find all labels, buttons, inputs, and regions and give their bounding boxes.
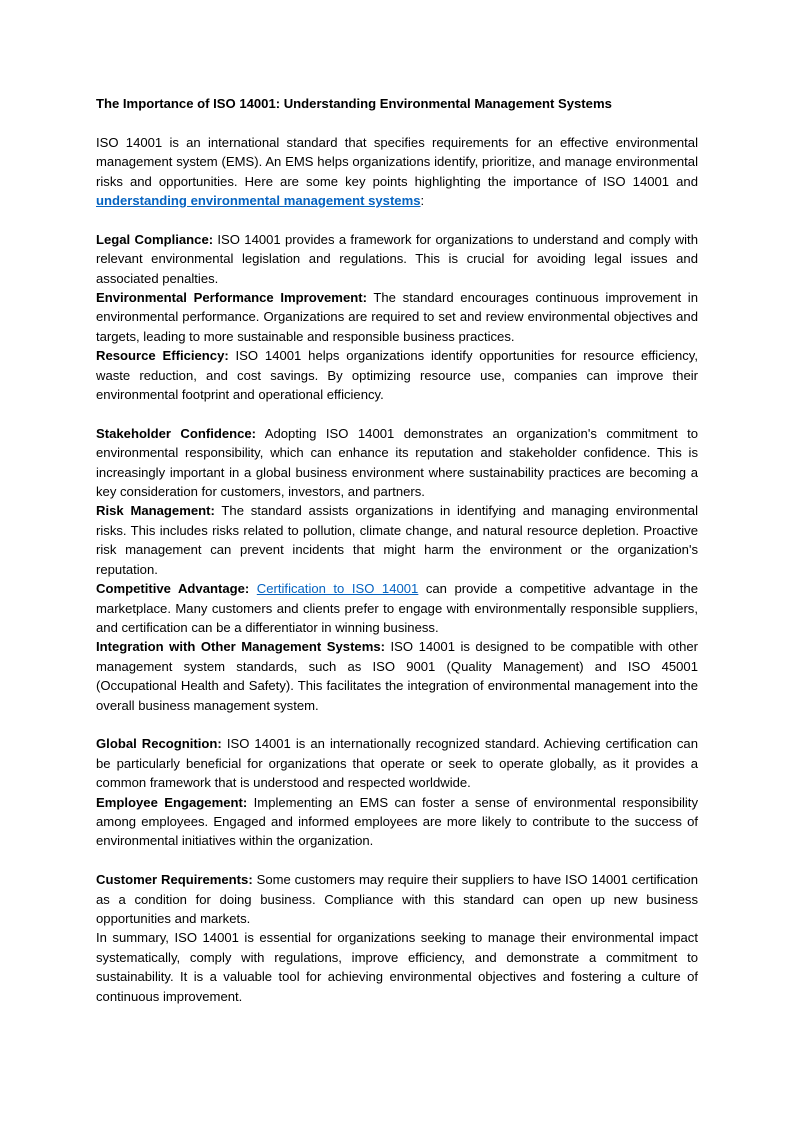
stakeholder-text: Adopting ISO 14001 demonstrates an organization's commitment to environmental responsibility, which can enhance its reputation and stakeholder confidence. This is increasingly important in a global business environment where sustainability practices are becoming a key consideration for customers, investors, and partners. — [96, 425, 698, 500]
certification-link[interactable]: Certification to ISO 14001 — [256, 581, 419, 597]
customer-requirements-label: Customer Requirements: — [96, 872, 253, 888]
customer-requirements-text: Some customers may require their suppliers to have ISO 14001 certification as a condition for doing business. Compliance with this standard can open up new business opportunities and markets. — [96, 872, 698, 926]
stakeholder-paragraph — [96, 424, 698, 502]
resource-efficiency-paragraph — [96, 346, 698, 404]
summary-paragraph: In summary, ISO 14001 is essential for organizations seeking to manage their environmental impact systematically, comply with regulations, improve efficiency, and demonstrate a commitment to sustainability. It is a valuable tool for achieving environmental objectives and fostering a culture of continuous improvement. — [96, 930, 698, 1004]
competitive-advantage-text: can provide a competitive advantage in the marketplace. Many customers and clients prefer to engage with environmentally responsible suppliers, and certification can be a differentiator in winning business. — [96, 581, 698, 635]
resource-efficiency-label: Resource Efficiency: — [96, 348, 229, 364]
integration-label: Integration with Other Management Systems: — [96, 639, 386, 655]
employee-engagement-text: Implementing an EMS can foster a sense of environmental responsibility among employees. Engaged and informed employees are more likely to contribute to the success of environmental initiatives within the organization. — [96, 794, 698, 849]
legal-compliance-text: ISO 14001 provides a framework for organizations to understand and comply with relevant environmental legislation and regulations. This is crucial for avoiding legal issues and associated penalties. — [96, 231, 698, 286]
spacer — [96, 210, 698, 229]
performance-label: Environmental Performance Improvement: — [96, 290, 367, 306]
legal-compliance-label: Legal Compliance: — [96, 231, 214, 247]
spacer — [96, 404, 698, 423]
risk-management-label: Risk Management: — [96, 503, 215, 519]
document-page — [96, 94, 698, 1006]
document-title: The Importance of ISO 14001: Understanding Environmental Management Systems — [96, 96, 612, 111]
competitive-advantage-paragraph — [96, 579, 698, 637]
spacer — [96, 851, 698, 870]
global-recognition-label: Global Recognition: — [96, 736, 222, 752]
performance-text: The standard encourages continuous improvement in environmental performance. Organizations are required to set and review environmental objectives and targets, leading to more sustainable and responsible business practices. — [96, 290, 698, 344]
employee-engagement-label: Employee Engagement: — [96, 794, 248, 810]
performance-paragraph — [96, 288, 698, 346]
integration-paragraph — [96, 637, 698, 715]
integration-text: ISO 14001 is designed to be compatible with other management system standards, such as ISO 9001 (Quality Management) and ISO 45001 (Occupational Health and Safety). This facilitates the integration of environmental management into the overall business management system. — [96, 639, 699, 713]
risk-management-paragraph — [96, 501, 698, 579]
competitive-advantage-label: Competitive Advantage: — [96, 581, 250, 597]
intro-paragraph — [96, 133, 698, 211]
stakeholder-label: Stakeholder Confidence: — [96, 425, 257, 441]
global-recognition-text: ISO 14001 is an internationally recognized standard. Achieving certification can be particularly beneficial for organizations that operate or seek to operate globally, as it provides a common framework that is understood and respected worldwide. — [96, 736, 698, 791]
employee-engagement-paragraph — [96, 793, 698, 851]
ems-link[interactable]: understanding environmental management systems — [96, 193, 421, 209]
customer-requirements-paragraph — [96, 870, 698, 928]
risk-management-text: The standard assists organizations in identifying and managing environmental risks. This includes risks related to pollution, climate change, and natural resource depletion. Proactive risk management can prevent incidents that might harm the environment or the organization's reputation. — [96, 503, 698, 577]
intro-text: ISO 14001 is an international standard that specifies requirements for an effective environmental management system (EMS). An EMS helps organizations identify, prioritize, and manage environmental risks and opportunities. Here are some key points highlighting the importance of ISO 14001 and — [96, 134, 698, 189]
global-recognition-paragraph — [96, 734, 698, 792]
spacer — [96, 715, 698, 734]
intro-tail: : — [420, 193, 425, 209]
resource-efficiency-text: ISO 14001 helps organizations identify opportunities for resource efficiency, waste reduction, and cost savings. By optimizing resource use, companies can improve their environmental footprint and operational efficiency. — [96, 348, 698, 403]
legal-compliance-paragraph — [96, 230, 698, 288]
